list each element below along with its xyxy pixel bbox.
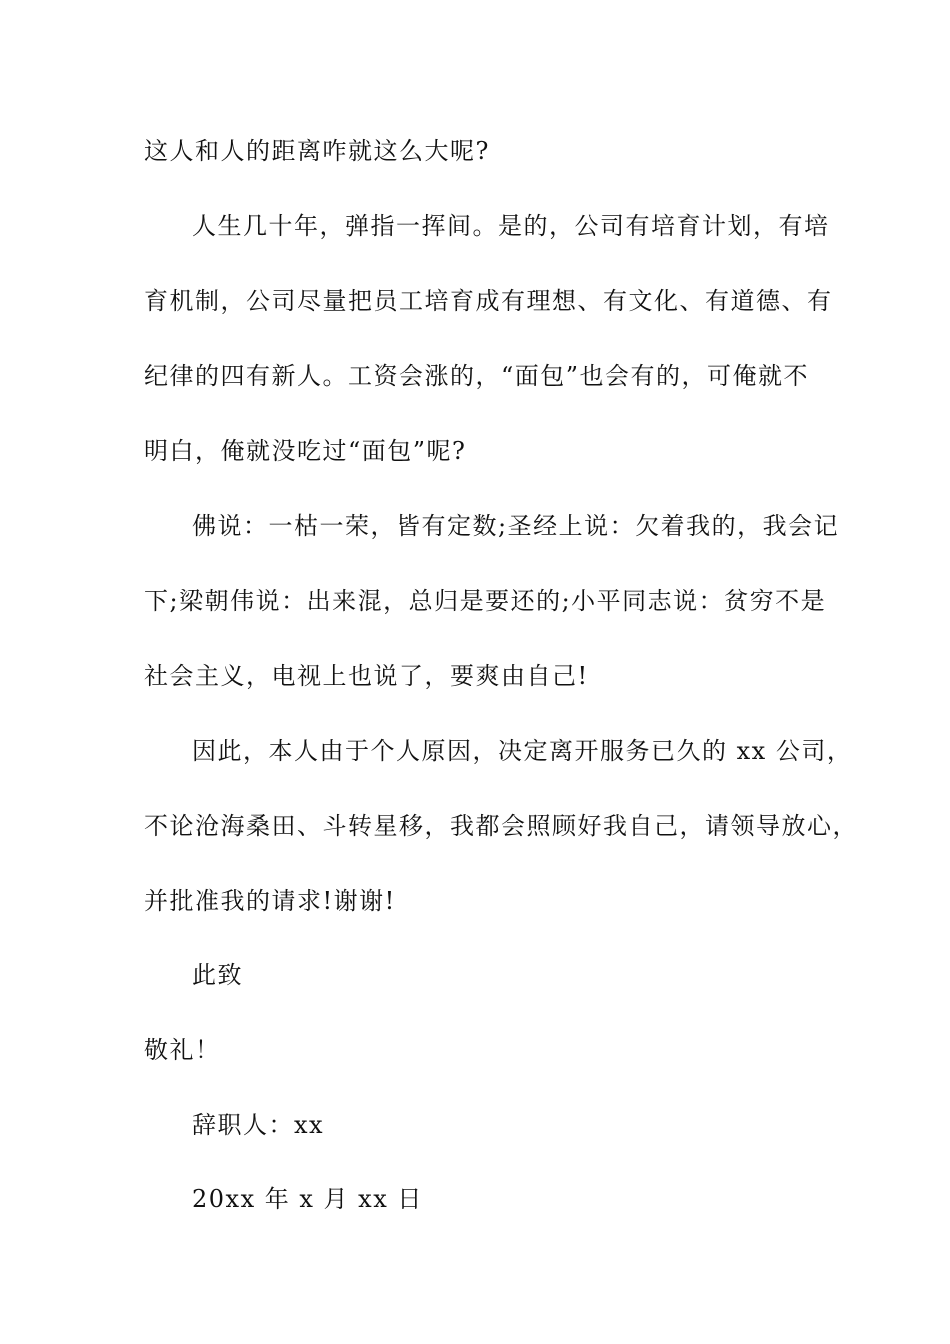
body-line-4: 纪律的四有新人。工资会涨的，“面包”也会有的，可俺就不: [144, 362, 810, 390]
body-line-5: 明白，俺就没吃过“面包”呢?: [144, 437, 467, 465]
closing-salutation: 此致: [192, 961, 243, 989]
body-line-3: 育机制，公司尽量把员工培育成有理想、有文化、有道德、有: [144, 287, 833, 315]
closing-regards: 敬礼！: [144, 1036, 221, 1064]
body-line-11: 并批准我的请求!谢谢!: [144, 887, 396, 915]
body-line-10: 不论沧海桑田、斗转星移，我都会照顾好我自己，请领导放心，: [144, 812, 858, 840]
body-line-1: 这人和人的距离咋就这么大呢?: [144, 137, 490, 165]
body-line-6: 佛说：一枯一荣，皆有定数;圣经上说：欠着我的，我会记: [192, 512, 840, 540]
body-line-9: 因此，本人由于个人原因，决定离开服务已久的 xx 公司，: [192, 737, 853, 765]
date-line: 20xx 年 x 月 xx 日: [192, 1185, 423, 1213]
body-line-8: 社会主义，电视上也说了，要爽由自己!: [144, 662, 589, 690]
body-line-2: 人生几十年，弹指一挥间。是的，公司有培育计划，有培: [192, 212, 830, 240]
body-line-7: 下;梁朝伟说：出来混，总归是要还的;小平同志说：贫穷不是: [144, 587, 827, 615]
signature-line: 辞职人：xx: [192, 1111, 325, 1139]
